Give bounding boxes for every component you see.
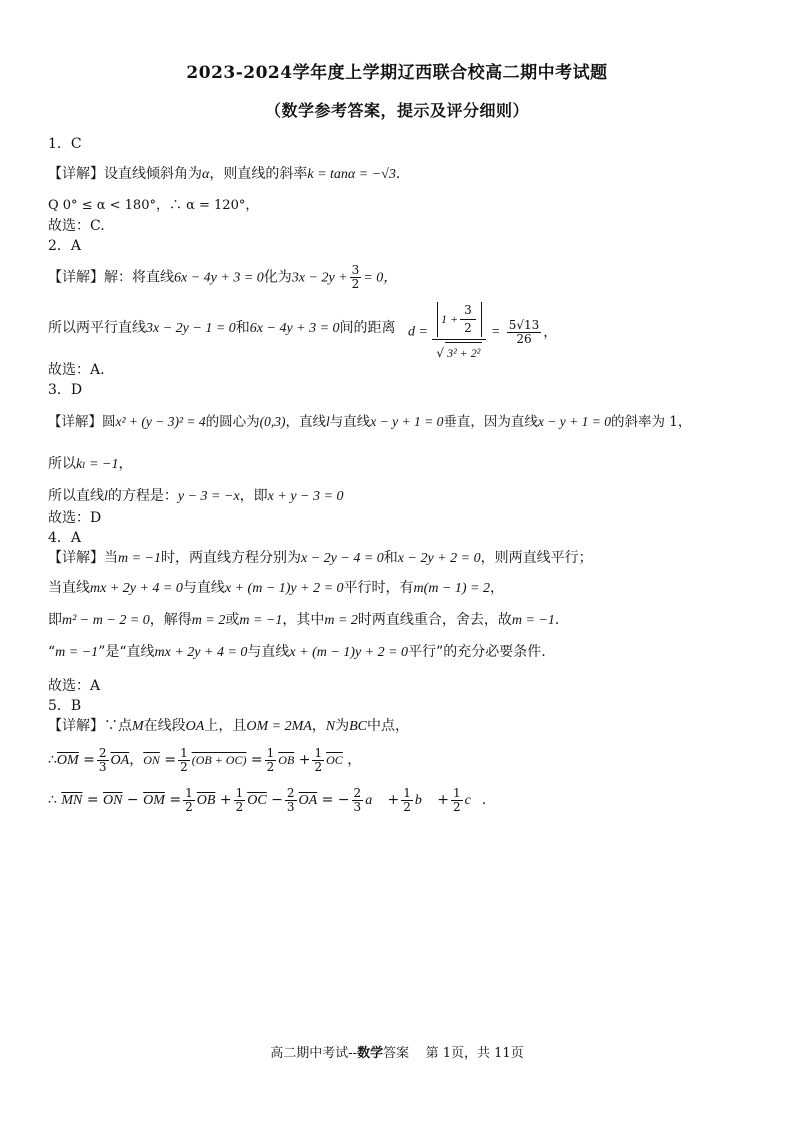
text: 所以两平行直线	[48, 320, 146, 336]
q5-detail-line-1: 【详解】∵点M在线段OA上，且OM = 2MA，N为BC中点，	[48, 718, 410, 734]
text: 化为	[263, 269, 292, 286]
q1-heading: 1．C	[48, 136, 82, 152]
result-fraction: $\frac{5√13}{26}$	[508, 318, 540, 346]
q1-detail-line-2: Q 0° ≤ α < 180°，∴ α = 120°，	[48, 198, 259, 213]
page-footer	[0, 1042, 794, 1061]
distance-fraction: 1 + $\frac{3}{2}$ √ 3² + 2²	[432, 300, 486, 365]
q3-heading: 3．D	[48, 382, 83, 398]
footer-prefix: 高二期中考试--	[270, 1046, 358, 1061]
q2-heading: 2．A	[48, 238, 82, 254]
q5-detail-line-2: $\therefore\overline{OM}$ = $\frac{2}{3}$ $\overline{OA}$，$\overline{ON}$ = $\frac{1}{2}$ (OB + OC) = $\frac{1}{2}$ $\overline{OB}$ + $\frac{1}{2}$ $\overline{OC}$ ，	[48, 745, 362, 774]
text: 间的距离	[339, 320, 396, 336]
text: 和	[235, 320, 250, 336]
q1-choice: 故选：C.	[48, 218, 105, 234]
q2-distance-formula: d = 1 + $\frac{3}{2}$ √ 3² + 2² = $\frac{5√13}{26}$ ，	[408, 300, 557, 365]
q4-choice: 故选：A	[48, 678, 101, 694]
text: .	[395, 166, 401, 182]
math: k = tanα = −√3	[307, 167, 396, 182]
q5-heading: 5．B	[48, 698, 82, 714]
q2-detail-line-1	[48, 264, 397, 291]
math: 6x − 4y + 3 = 0	[174, 270, 264, 286]
q4-heading: 4．A	[48, 530, 82, 546]
page-subtitle: （数学参考答案，提示及评分细则）	[264, 101, 529, 120]
q3-choice: 故选：D	[48, 510, 102, 526]
math: = 0，	[363, 270, 398, 286]
page-title: 2023-2024学年度上学期辽西联合校高二期中考试题	[186, 63, 608, 83]
q5-detail-line-3: ∴ $\overline{MN} = \overline{ON} - \overline{OM}$ = $\frac{1}{2}$ $\overline{OB}$ + $\frac{1}{2}$ $\overline{OC}$ − $\frac{2}{3}$ $\overline{OA}$ = − $\frac{2}{3}$ a⃗ + $\frac{1}{2}$ b⃗ + $\frac{1}{2}$ c⃗.	[48, 785, 487, 814]
q1-detail-line-1	[48, 164, 400, 185]
text: 【详解】解：将直线	[48, 269, 174, 286]
math: α	[202, 167, 210, 182]
math: d =	[408, 324, 428, 340]
q2-detail-line-2	[48, 318, 396, 339]
q4-detail-line-3: 即m² − m − 2 = 0，解得m = 2或m = −1，其中m = 2时两直线重合，舍去，故m = −1.	[48, 612, 560, 628]
q3-detail-line-3: 所以直线l的方程是：y − 3 = −x，即x + y − 3 = 0	[48, 488, 344, 504]
footer-page-info: 答案 第 1页，共 11页	[383, 1046, 524, 1061]
q3-detail-line-2: 所以kₗ = −1，	[48, 456, 133, 472]
q4-detail-line-4: “m = −1”是“直线mx + 2y + 4 = 0与直线x + (m − 1)y + 2 = 0平行”的充分必要条件.	[48, 644, 546, 660]
q4-detail-line-1: 【详解】当m = −1时，两直线方程分别为x − 2y − 4 = 0和x − 2y + 2 = 0，则两直线平行；	[48, 550, 593, 566]
footer-subject: 数学	[357, 1046, 384, 1061]
text: 【详解】设直线倾斜角为	[48, 166, 202, 182]
math: 3x − 2y +	[291, 270, 348, 286]
q4-detail-line-2: 当直线mx + 2y + 4 = 0与直线x + (m − 1)y + 2 = 0平行时，有m(m − 1) = 2，	[48, 580, 504, 596]
math: 3x − 2y − 1 = 0	[146, 321, 236, 336]
fraction: $\frac{3}{2}$	[351, 263, 360, 291]
math: 6x − 4y + 3 = 0	[249, 321, 340, 336]
q2-choice: 故选：A.	[48, 362, 105, 378]
q3-detail-line-1: 【详解】圆x² + (y − 3)² = 4的圆心为(0,3)，直线l与直线x − y + 1 = 0垂直，因为直线x − y + 1 = 0的斜率为 1，	[48, 414, 692, 430]
text: ，则直线的斜率	[209, 166, 308, 182]
